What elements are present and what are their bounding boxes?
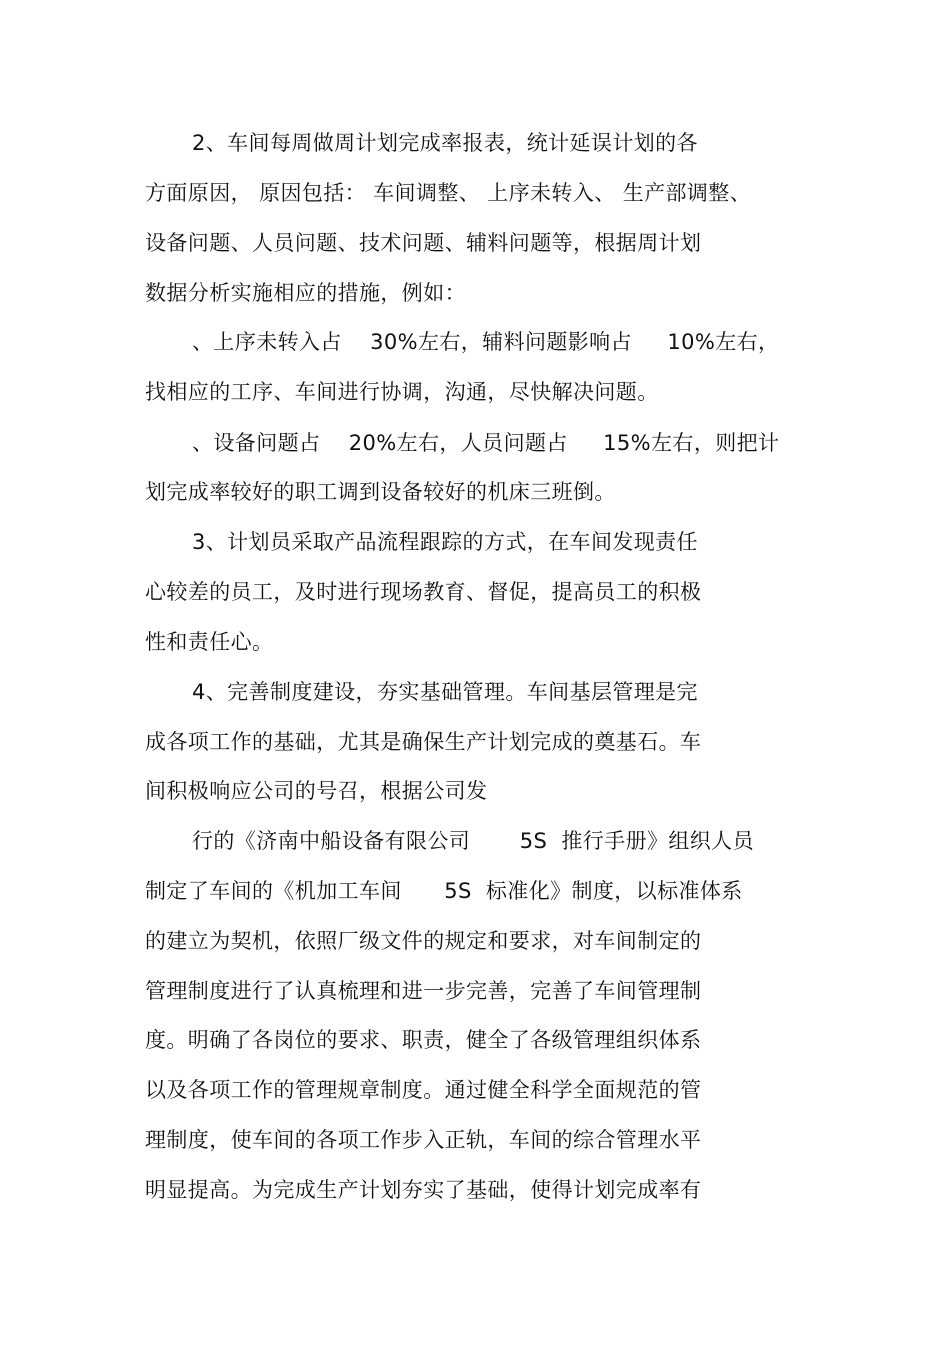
text-line: 、设备问题占 20%左右，人员问题占 15%左右，则把计 [192, 431, 780, 455]
text-line: 划完成率较好的职工调到设备较好的机床三班倒。 [145, 480, 616, 504]
text-line: 性和责任心。 [145, 630, 274, 654]
text-line: 理制度，使车间的各项工作步入正轨，车间的综合管理水平 [145, 1128, 702, 1152]
text-line: 成各项工作的基础，尤其是确保生产计划完成的奠基石。车 [145, 730, 702, 754]
text-line: 管理制度进行了认真梳理和进一步完善，完善了车间管理制 [145, 979, 702, 1003]
text-line: 的建立为契机，依照厂级文件的规定和要求，对车间制定的 [145, 929, 702, 953]
text-line: 方面原因， 原因包括： 车间调整、 上序未转入、 生产部调整、 [145, 181, 752, 205]
text-line: 2、车间每周做周计划完成率报表，统计延误计划的各 [192, 131, 698, 155]
text-line: 找相应的工序、车间进行协调，沟通，尽快解决问题。 [145, 380, 659, 404]
text-line: 制定了车间的《机加工车间 5S 标准化》制度，以标准体系 [145, 879, 743, 903]
text-line: 行的《济南中船设备有限公司 5S 推行手册》组织人员 [192, 829, 754, 853]
text-line: 度。明确了各岗位的要求、职责，健全了各级管理组织体系 [145, 1028, 702, 1052]
text-line: 间积极响应公司的号召，根据公司发 [145, 779, 488, 803]
text-line: 3、计划员采取产品流程跟踪的方式，在车间发现责任 [192, 530, 698, 554]
text-line: 设备问题、人员问题、技术问题、辅料问题等，根据周计划 [145, 231, 702, 255]
text-line: 4、完善制度建设，夯实基础管理。车间基层管理是完 [192, 680, 698, 704]
text-line: 、上序未转入占 30%左右，辅料问题影响占 10%左右， [192, 330, 780, 354]
text-line: 心较差的员工，及时进行现场教育、督促，提高员工的积极 [145, 580, 702, 604]
text-line: 以及各项工作的管理规章制度。通过健全科学全面规范的管 [145, 1078, 702, 1102]
text-line: 数据分析实施相应的措施，例如： [145, 281, 466, 305]
text-line: 明显提高。为完成生产计划夯实了基础，使得计划完成率有 [145, 1178, 702, 1202]
